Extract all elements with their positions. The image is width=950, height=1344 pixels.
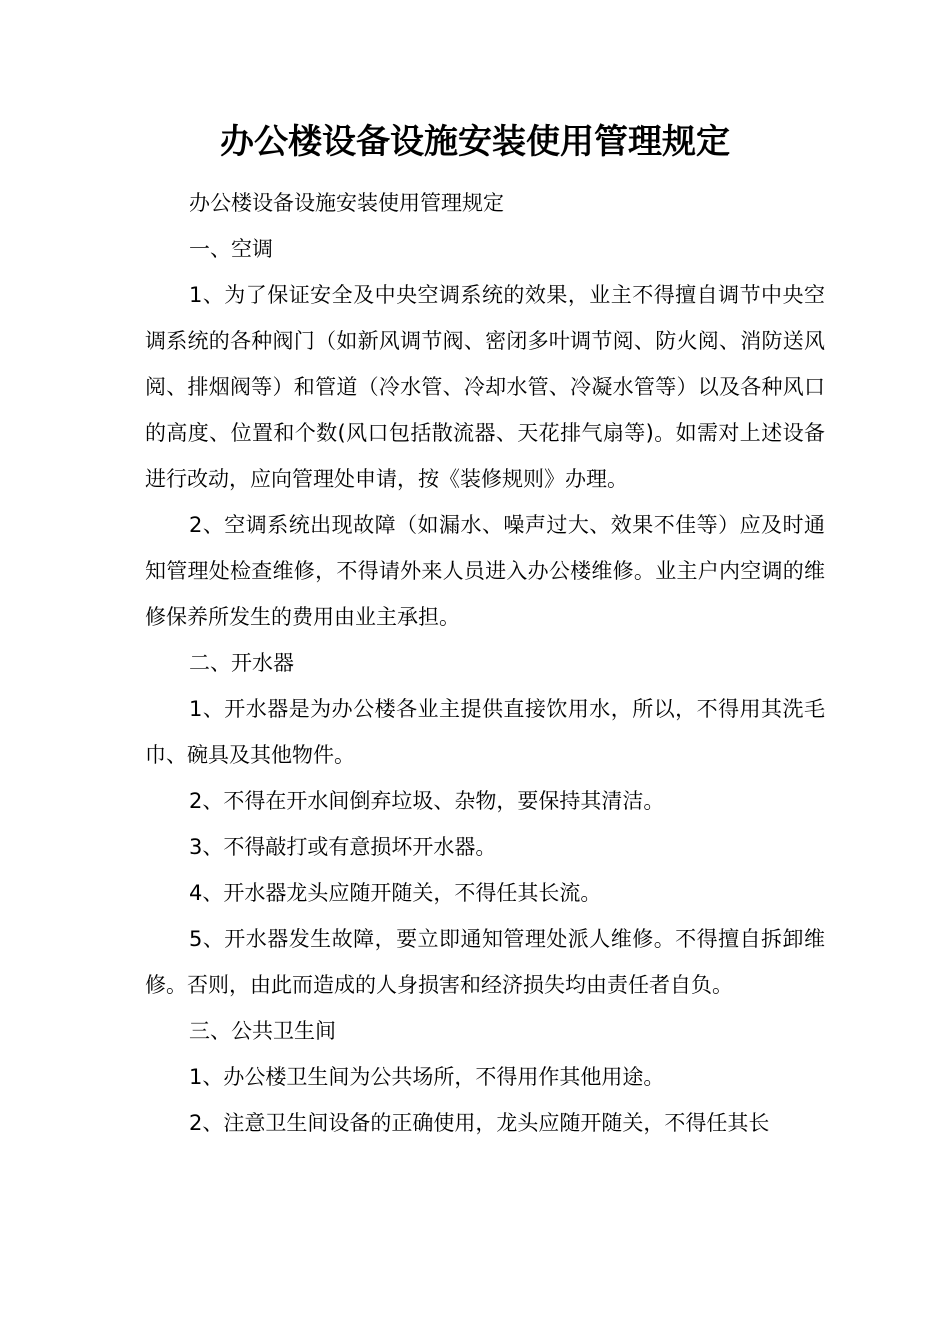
paragraph-subtitle: 办公楼设备设施安装使用管理规定	[189, 191, 504, 215]
paragraph: 2、空调系统出现故障（如漏水、噪声过大、效果不佳等）应及时通知管理处检查维修，不得请外来人员进入办公楼维修。业主户内空调的维修保养所发生的费用由业主承担。	[145, 513, 825, 629]
document-body	[145, 180, 825, 1146]
paragraph: 2、不得在开水间倒弃垃圾、杂物，要保持其清洁。	[189, 789, 665, 813]
paragraph: 3、不得敲打或有意损坏开水器。	[189, 835, 497, 859]
document-title: 办公楼设备设施安装使用管理规定	[220, 122, 730, 162]
section-heading-public-restroom: 三、公共卫生间	[189, 1019, 336, 1043]
paragraph: 1、开水器是为办公楼各业主提供直接饮用水，所以，不得用其洗毛巾、碗具及其他物件。	[145, 697, 825, 767]
paragraph: 1、为了保证安全及中央空调系统的效果，业主不得擅自调节中央空调系统的各种阀门（如新风调节阀、密闭多叶调节阅、防火阅、消防送风阅、排烟阀等）和管道（冷水管、冷却水管、冷凝水管等）以及各种风口的高度、位置和个数(风口包括散流器、天花排气扇等)。如需对上述设备进行改动，应向管理处申请，按《装修规则》办理。	[145, 283, 825, 491]
paragraph: 5、开水器发生故障，要立即通知管理处派人维修。不得擅自拆卸维修。否则，由此而造成的人身损害和经济损失均由责任者自负。	[145, 927, 825, 997]
paragraph: 4、开水器龙头应随开随关，不得任其长流。	[189, 881, 602, 905]
section-heading-water-heater: 二、开水器	[189, 651, 294, 675]
paragraph: 1、办公楼卫生间为公共场所，不得用作其他用途。	[189, 1065, 665, 1089]
paragraph: 2、注意卫生间设备的正确使用，龙头应随开随关，不得任其长	[189, 1111, 770, 1135]
section-heading-air-conditioning: 一、空调	[189, 237, 273, 261]
